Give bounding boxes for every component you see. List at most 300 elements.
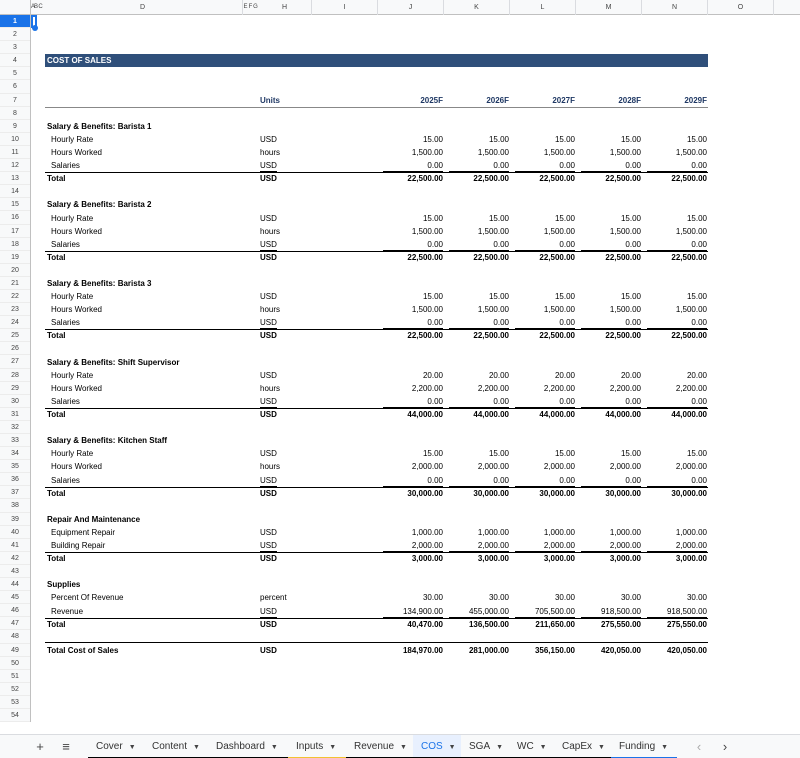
row-header[interactable]: 27: [0, 355, 30, 368]
value-cell: 22,500.00: [407, 331, 443, 341]
total-label: Total: [47, 488, 66, 498]
value-cell: 1,500.00: [477, 305, 509, 315]
line-item-row: [31, 303, 800, 316]
caret-down-icon[interactable]: ▼: [539, 744, 547, 751]
line-item-row: [31, 369, 800, 382]
caret-down-icon[interactable]: ▼: [329, 744, 337, 751]
section-title-row: [31, 513, 800, 526]
section-title: Salary & Benefits: Barista 1: [47, 121, 152, 131]
line-item-label: Hours Worked: [51, 383, 102, 393]
chevron-right-icon[interactable]: ›: [722, 739, 728, 754]
value-cell: 22,500.00: [605, 331, 641, 341]
line-item-label: Hours Worked: [51, 305, 102, 315]
tab-label: Dashboard: [216, 741, 265, 752]
line-item-label: Building Repair: [51, 541, 106, 550]
row-header[interactable]: 35: [0, 460, 30, 473]
banner-row: [31, 54, 800, 67]
year-header: 2029F: [684, 95, 707, 105]
value-cell: 22,500.00: [671, 331, 707, 341]
select-all-corner[interactable]: [0, 0, 31, 15]
value-cell: 2,000.00: [675, 462, 707, 472]
line-item-row: [31, 460, 800, 473]
tab-capex[interactable]: [554, 735, 611, 758]
value-cell: 0.00: [515, 316, 575, 329]
value-cell: 1,500.00: [477, 148, 509, 157]
caret-down-icon[interactable]: ▼: [128, 744, 136, 751]
column-header-n[interactable]: N: [642, 0, 708, 15]
row-header[interactable]: 42: [0, 552, 30, 565]
row-header[interactable]: 14: [0, 185, 30, 198]
column-header-f[interactable]: F: [248, 4, 253, 10]
line-item-row: [31, 146, 800, 159]
row-header[interactable]: 50: [0, 657, 30, 670]
line-item-row: [31, 605, 800, 618]
value-cell: 0.00: [581, 238, 641, 251]
section-title: Salary & Benefits: Barista 3: [47, 279, 152, 288]
value-cell: 0.00: [449, 316, 509, 329]
row-header[interactable]: 22: [0, 290, 30, 303]
value-cell: 44,000.00: [539, 410, 575, 419]
value-cell: 918,500.00: [647, 605, 707, 618]
row-header[interactable]: 4: [0, 54, 30, 67]
row-header[interactable]: 2: [0, 28, 30, 41]
value-cell: 44,000.00: [605, 410, 641, 419]
tab-wc[interactable]: [509, 735, 554, 758]
value-cell: 15.00: [422, 449, 443, 459]
value-cell: 0.00: [383, 395, 443, 408]
sheet-tab-bar: [0, 734, 800, 758]
line-item-row: [31, 238, 800, 251]
section-title-row: [31, 434, 800, 447]
value-cell: 15.00: [686, 449, 707, 459]
unit-cell: hours: [260, 148, 281, 157]
caret-down-icon[interactable]: ▼: [661, 744, 669, 751]
tab-label: WC: [517, 741, 534, 752]
caret-down-icon[interactable]: ▼: [400, 744, 407, 751]
value-cell: 420,050.00: [666, 645, 707, 655]
value-cell: 30,000.00: [473, 488, 509, 498]
tab-revenue[interactable]: [346, 735, 413, 758]
line-item-row: [31, 395, 800, 408]
year-header: 2027F: [552, 95, 575, 105]
value-cell: 30,000.00: [671, 488, 707, 498]
unit-cell: hours: [260, 462, 281, 472]
value-cell: 15.00: [554, 292, 575, 302]
value-cell: 30,000.00: [407, 488, 443, 498]
line-item-row: [31, 159, 800, 172]
tab-content[interactable]: [144, 735, 208, 758]
row-header[interactable]: 15: [0, 198, 30, 211]
value-cell: 0.00: [383, 316, 443, 329]
value-cell: 0.00: [581, 159, 641, 172]
value-cell: 1,500.00: [675, 148, 707, 157]
line-item-row: [31, 225, 800, 238]
unit-cell: USD: [260, 238, 277, 251]
line-item-label: Hours Worked: [51, 226, 102, 236]
tab-sga[interactable]: [461, 735, 509, 758]
section-title-row: [31, 277, 800, 290]
line-item-label: Salaries: [51, 396, 80, 406]
value-cell: 15.00: [620, 134, 641, 144]
row-header[interactable]: 54: [0, 709, 30, 722]
section-title: Salary & Benefits: Shift Supervisor: [47, 357, 180, 367]
value-cell: 3,000.00: [411, 554, 443, 564]
unit-cell: USD: [260, 134, 277, 144]
value-cell: 15.00: [488, 134, 509, 144]
line-item-label: Hourly Rate: [51, 449, 94, 459]
value-cell: 211,650.00: [535, 619, 575, 629]
unit-cell: USD: [260, 252, 277, 262]
value-cell: 705,500.00: [515, 605, 575, 618]
column-header-e[interactable]: E: [243, 4, 248, 10]
line-item-row: [31, 133, 800, 146]
section-banner: COST OF SALES: [45, 54, 708, 67]
row-header[interactable]: 23: [0, 303, 30, 316]
tab-label: Funding: [619, 741, 656, 752]
unit-cell: USD: [260, 605, 277, 618]
row-header[interactable]: 32: [0, 421, 30, 434]
tab-label: Revenue: [354, 741, 395, 752]
total-row: [31, 251, 800, 264]
row-header[interactable]: 30: [0, 395, 30, 408]
value-cell: 2,000.00: [449, 539, 509, 552]
value-cell: 15.00: [686, 134, 707, 144]
value-cell: 2,200.00: [477, 383, 509, 393]
value-cell: 0.00: [515, 238, 575, 251]
unit-cell: USD: [260, 645, 277, 655]
value-cell: 15.00: [686, 213, 707, 223]
row-header[interactable]: 20: [0, 264, 30, 277]
row-header[interactable]: 53: [0, 696, 30, 709]
row-header[interactable]: 28: [0, 369, 30, 382]
value-cell: 0.00: [449, 395, 509, 408]
row-header[interactable]: 19: [0, 251, 30, 264]
column-header-k[interactable]: K: [444, 0, 510, 15]
column-header-i[interactable]: I: [312, 0, 378, 15]
grand-total-rule: [45, 642, 708, 643]
row-header[interactable]: 36: [0, 473, 30, 486]
value-cell: 20.00: [488, 370, 509, 380]
column-header-b[interactable]: B: [34, 4, 39, 10]
value-cell: 44,000.00: [407, 410, 443, 419]
unit-cell: hours: [260, 383, 281, 393]
value-cell: 15.00: [488, 213, 509, 223]
line-item-label: Hourly Rate: [51, 213, 94, 223]
unit-cell: USD: [260, 213, 277, 223]
total-row: [31, 552, 800, 565]
row-header[interactable]: 18: [0, 238, 30, 251]
grand-total-label: Total Cost of Sales: [47, 645, 119, 655]
unit-cell: USD: [260, 292, 277, 302]
row-header[interactable]: 52: [0, 683, 30, 696]
tab-funding[interactable]: [611, 735, 677, 758]
row-header[interactable]: 48: [0, 630, 30, 643]
value-cell: 3,000.00: [609, 554, 641, 564]
value-cell: 15.00: [488, 292, 509, 302]
menu-icon[interactable]: ≡: [62, 739, 70, 754]
value-cell: 15.00: [422, 292, 443, 302]
value-cell: 2,000.00: [411, 462, 443, 472]
value-cell: 0.00: [383, 474, 443, 487]
value-cell: 3,000.00: [477, 554, 509, 564]
value-cell: 2,000.00: [515, 539, 575, 552]
line-item-row: [31, 539, 800, 552]
tab-cover[interactable]: [88, 735, 144, 758]
column-header-m[interactable]: M: [576, 0, 642, 15]
value-cell: 420,050.00: [600, 645, 641, 655]
value-cell: 15.00: [422, 213, 443, 223]
tab-label: Content: [152, 741, 188, 752]
total-label: Total: [47, 410, 66, 419]
row-header[interactable]: 39: [0, 513, 30, 526]
value-cell: 22,500.00: [473, 252, 509, 262]
unit-cell: USD: [260, 474, 277, 487]
value-cell: 356,150.00: [534, 645, 575, 655]
row-header[interactable]: 24: [0, 316, 30, 329]
row-header[interactable]: 41: [0, 539, 30, 552]
unit-cell: USD: [260, 159, 277, 172]
value-cell: 281,000.00: [468, 645, 509, 655]
row-header[interactable]: 9: [0, 120, 30, 133]
value-cell: 22,500.00: [671, 252, 707, 262]
value-cell: 1,500.00: [411, 226, 443, 236]
header-row: [31, 94, 800, 107]
value-cell: 22,500.00: [539, 174, 575, 184]
value-cell: 15.00: [620, 449, 641, 459]
line-item-row: [31, 526, 800, 539]
value-cell: 15.00: [488, 449, 509, 459]
row-header[interactable]: 40: [0, 526, 30, 539]
column-header-a[interactable]: A: [31, 4, 36, 10]
value-cell: 0.00: [515, 474, 575, 487]
unit-cell: USD: [260, 370, 277, 380]
value-cell: 2,000.00: [609, 462, 641, 472]
grand-total-row: [31, 644, 800, 657]
value-cell: 22,500.00: [407, 174, 443, 184]
value-cell: 0.00: [449, 159, 509, 172]
total-label: Total: [47, 252, 66, 262]
value-cell: 275,550.00: [666, 619, 707, 629]
chevron-left-icon[interactable]: ‹: [696, 739, 702, 754]
line-item-label: Hours Worked: [51, 462, 102, 472]
line-item-label: Equipment Repair: [51, 527, 116, 537]
value-cell: 20.00: [422, 370, 443, 380]
value-cell: 22,500.00: [539, 252, 575, 262]
row-header[interactable]: 43: [0, 565, 30, 578]
value-cell: 2,000.00: [581, 539, 641, 552]
value-cell: 3,000.00: [543, 554, 575, 564]
unit-cell: USD: [260, 527, 277, 537]
row-header-bar: [0, 15, 31, 722]
line-item-row: [31, 290, 800, 303]
value-cell: 184,970.00: [402, 645, 443, 655]
value-cell: 1,500.00: [543, 148, 575, 157]
section-title-row: [31, 198, 800, 211]
row-header[interactable]: 51: [0, 670, 30, 683]
column-header-l[interactable]: L: [510, 0, 576, 15]
line-item-label: Hours Worked: [51, 148, 102, 157]
line-item-row: [31, 474, 800, 487]
column-header-d[interactable]: D: [43, 0, 243, 15]
unit-cell: USD: [260, 395, 277, 408]
line-item-row: [31, 212, 800, 225]
row-header[interactable]: 38: [0, 499, 30, 512]
value-cell: 1,500.00: [675, 226, 707, 236]
value-cell: 455,000.00: [449, 605, 509, 618]
row-header[interactable]: 46: [0, 604, 30, 617]
value-cell: 2,200.00: [543, 383, 575, 393]
column-header-o[interactable]: O: [708, 0, 774, 15]
value-cell: 0.00: [383, 238, 443, 251]
total-label: Total: [47, 331, 66, 341]
row-header[interactable]: 21: [0, 277, 30, 290]
total-label: Total: [47, 554, 66, 564]
line-item-row: [31, 382, 800, 395]
plus-icon[interactable]: +: [36, 739, 44, 754]
row-header[interactable]: 5: [0, 67, 30, 80]
value-cell: 15.00: [422, 134, 443, 144]
value-cell: 0.00: [515, 395, 575, 408]
value-cell: 0.00: [647, 238, 707, 251]
tab-inputs[interactable]: [288, 735, 346, 758]
value-cell: 136,500.00: [468, 619, 509, 629]
value-cell: 918,500.00: [581, 605, 641, 618]
row-header[interactable]: 45: [0, 591, 30, 604]
row-header[interactable]: 8: [0, 107, 30, 120]
value-cell: 40,470.00: [407, 619, 443, 629]
row-header[interactable]: 26: [0, 342, 30, 355]
section-title-row: [31, 356, 800, 369]
value-cell: 275,550.00: [600, 619, 641, 629]
total-row: [31, 618, 800, 631]
line-item-label: Hourly Rate: [51, 134, 94, 144]
line-item-label: Salaries: [51, 161, 80, 171]
section-title: Salary & Benefits: Kitchen Staff: [47, 436, 168, 446]
value-cell: 0.00: [581, 316, 641, 329]
tab-cos[interactable]: [413, 735, 461, 758]
unit-cell: USD: [260, 174, 277, 184]
row-header[interactable]: 31: [0, 408, 30, 421]
row-header[interactable]: 33: [0, 434, 30, 447]
value-cell: 1,500.00: [411, 148, 443, 157]
tab-label: SGA: [469, 741, 491, 752]
value-cell: 44,000.00: [473, 410, 509, 419]
value-cell: 1,500.00: [477, 226, 509, 236]
unit-cell: USD: [260, 488, 277, 498]
value-cell: 1,000.00: [411, 527, 443, 537]
value-cell: 2,000.00: [647, 539, 707, 552]
tab-label: COS: [421, 741, 443, 752]
value-cell: 30,000.00: [605, 488, 641, 498]
value-cell: 1,500.00: [609, 226, 641, 236]
unit-cell: USD: [260, 449, 277, 459]
value-cell: 30.00: [422, 593, 443, 603]
caret-down-icon[interactable]: ▼: [496, 744, 504, 751]
row-header[interactable]: 49: [0, 644, 30, 657]
value-cell: 22,500.00: [473, 174, 509, 184]
section-title: Supplies: [47, 580, 81, 590]
value-cell: 22,500.00: [473, 331, 509, 341]
column-header-g[interactable]: G: [253, 4, 258, 10]
value-cell: 30.00: [686, 593, 707, 603]
value-cell: 30.00: [620, 593, 641, 603]
row-header[interactable]: 37: [0, 486, 30, 499]
row-header[interactable]: 17: [0, 225, 30, 238]
line-item-row: [31, 316, 800, 329]
column-header-h[interactable]: H: [258, 0, 312, 15]
row-header[interactable]: 44: [0, 578, 30, 591]
line-item-label: Hourly Rate: [51, 370, 94, 380]
unit-cell: hours: [260, 305, 281, 315]
row-header[interactable]: 29: [0, 382, 30, 395]
value-cell: 0.00: [449, 238, 509, 251]
value-cell: 134,900.00: [383, 605, 443, 618]
row-header[interactable]: 3: [0, 41, 30, 54]
value-cell: 2,000.00: [543, 462, 575, 472]
row-header[interactable]: 34: [0, 447, 30, 460]
row-header[interactable]: 11: [0, 146, 30, 159]
unit-cell: USD: [260, 410, 277, 419]
column-header-j[interactable]: J: [378, 0, 444, 15]
value-cell: 1,500.00: [675, 305, 707, 315]
section-title: Repair And Maintenance: [47, 514, 141, 524]
value-cell: 15.00: [554, 449, 575, 459]
value-cell: 15.00: [620, 213, 641, 223]
caret-down-icon[interactable]: ▼: [193, 744, 200, 751]
value-cell: 30.00: [554, 593, 575, 603]
row-header[interactable]: 1: [0, 15, 30, 28]
unit-cell: percent: [260, 593, 287, 603]
column-header-bar: [0, 0, 800, 15]
caret-down-icon[interactable]: ▼: [448, 744, 456, 751]
caret-down-icon[interactable]: ▼: [598, 744, 605, 751]
row-header[interactable]: 10: [0, 133, 30, 146]
tab-label: Cover: [96, 741, 123, 752]
row-header[interactable]: 12: [0, 159, 30, 172]
line-item-label: Percent Of Revenue: [51, 593, 124, 603]
value-cell: 30.00: [488, 593, 509, 603]
row-header[interactable]: 16: [0, 211, 30, 224]
value-cell: 15.00: [554, 213, 575, 223]
section-title-row: [31, 120, 800, 133]
row-header[interactable]: 47: [0, 617, 30, 630]
value-cell: 22,500.00: [605, 252, 641, 262]
value-cell: 22,500.00: [407, 252, 443, 262]
value-cell: 22,500.00: [671, 174, 707, 184]
value-cell: 15.00: [686, 292, 707, 302]
line-item-label: Revenue: [51, 606, 84, 616]
value-cell: 0.00: [647, 316, 707, 329]
row-header[interactable]: 7: [0, 94, 30, 107]
fill-handle[interactable]: [32, 25, 38, 31]
total-label: Total: [47, 174, 66, 184]
row-header[interactable]: 13: [0, 172, 30, 185]
column-header-c[interactable]: C: [38, 4, 43, 10]
unit-cell: USD: [260, 554, 277, 564]
value-cell: 30,000.00: [539, 488, 575, 498]
caret-down-icon[interactable]: ▼: [270, 744, 278, 751]
row-header[interactable]: 6: [0, 80, 30, 93]
section-title: Salary & Benefits: Barista 2: [47, 200, 152, 210]
value-cell: 0.00: [647, 474, 707, 487]
value-cell: 0.00: [383, 159, 443, 172]
row-header[interactable]: 25: [0, 329, 30, 342]
value-cell: 0.00: [515, 159, 575, 172]
unit-cell: USD: [260, 331, 277, 341]
total-row: [31, 329, 800, 342]
tab-dashboard[interactable]: [208, 735, 288, 758]
value-cell: 1,000.00: [675, 527, 707, 537]
